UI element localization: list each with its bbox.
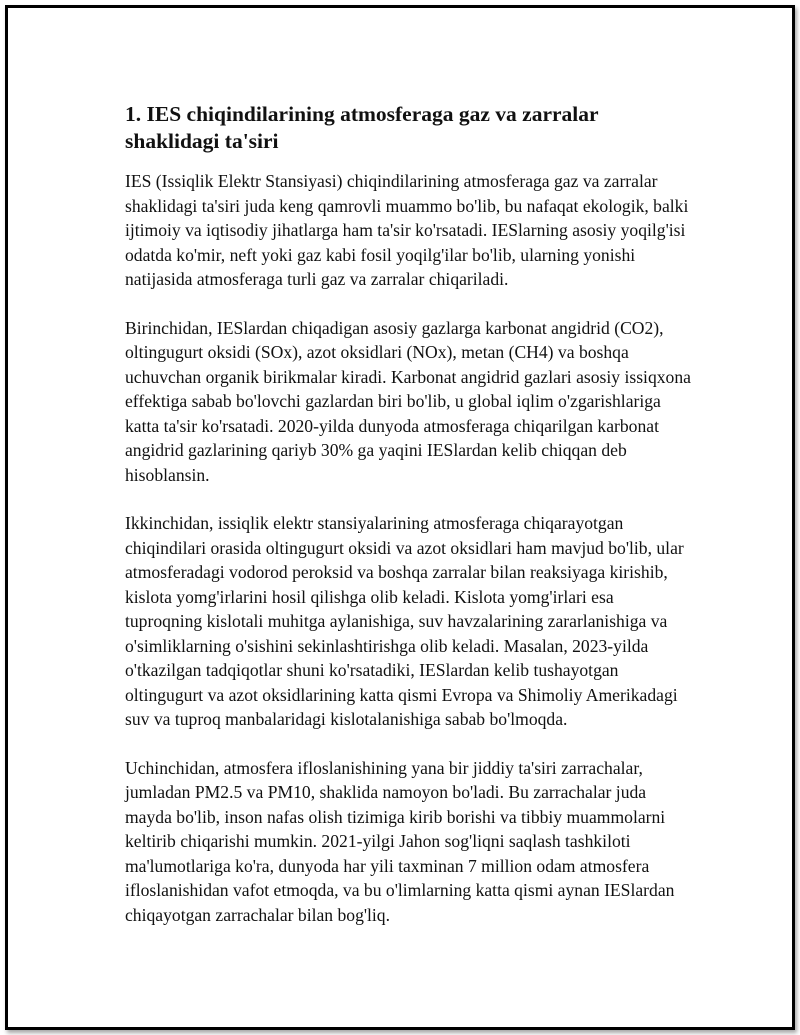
document-page bbox=[5, 5, 795, 1030]
paragraph-intro: IES (Issiqlik Elektr Stansiyasi) chiqindilarining atmosferaga gaz va zarralar shaklidagi ta'siri juda keng qamrovli muammo bo'lib, bu nafaqat ekologik, balki ijtimoiy va iqtisodiy jihatlarga ham ta'sir ko'rsatadi. IESlarning asosiy yoqilg'isi odatda ko'mir, neft yoki gaz kabi fosil yoqilg'ilar bo'lib, ularning yonishi natijasida atmosferaga turli gaz va zarralar chiqariladi. bbox=[125, 171, 689, 289]
section-heading: 1. IES chiqindilarining atmosferaga gaz va zarralar shaklidagi ta'siri bbox=[125, 102, 599, 153]
paragraph-third: Uchinchidan, atmosfera ifloslanishining yana bir jiddiy ta'siri zarrachalar, jumladan PM2.5 va PM10, shaklida namoyon bo'ladi. Bu zarrachalar juda mayda bo'lib, inson nafas olish tizimiga kirib borishi va tibbiy muammolarni keltirib chiqarishi mumkin. 2021-yilgi Jahon sog'liqni saqlash tashkiloti ma'lumotlariga ko'ra, dunyoda har yili taxminan 7 million odam atmosfera ifloslanishidan vafot etmoqda, va bu o'limlarning katta qismi aynan IESlardan chiqayotgan zarrachalar bilan bog'liq. bbox=[125, 757, 675, 925]
document-body bbox=[125, 101, 695, 951]
paragraph-second: Ikkinchidan, issiqlik elektr stansiyalarining atmosferaga chiqarayotgan chiqindilari orasida oltingugurt oksidi va azot oksidlari ham mavjud bo'lib, ular atmosferadagi vodorod peroksid va boshqa zarralar bilan reaksiyaga kirishib, kislota yomg'irlarini hosil qilishga olib keladi. Kislota yomg'irlari esa tuproqning kislotali muhitga aylanishiga, suv havzalarining zararlanishiga va o'simliklarning o'sishini sekinlashtirishga olib keladi. Masalan, 2023-yilda o'tkazilgan tadqiqotlar shuni ko'rsatadiki, IESlardan kelib tushayotgan oltingugurt va azot oksidlarining katta qismi Evropa va Shimoliy Amerikadagi suv va tuproq manbalaridagi kislotalanishiga sabab bo'lmoqda. bbox=[125, 513, 684, 729]
paragraph-first: Birinchidan, IESlardan chiqadigan asosiy gazlarga karbonat angidrid (CO2), oltingugurt oksidi (SOx), azot oksidlari (NOx), metan (CH4) va boshqa uchuvchan organik birikmalar kiradi. Karbonat angidrid gazlari asosiy issiqxona effektiga sabab bo'lovchi gazlardan biri bo'lib, u global iqlim o'zgarishlariga katta ta'sir ko'rsatadi. 2020-yilda dunyoda atmosferaga chiqarilgan karbonat angidrid gazlarining qariyb 30% ga yaqini IESlardan kelib chiqqan deb hisoblansin. bbox=[125, 317, 691, 485]
